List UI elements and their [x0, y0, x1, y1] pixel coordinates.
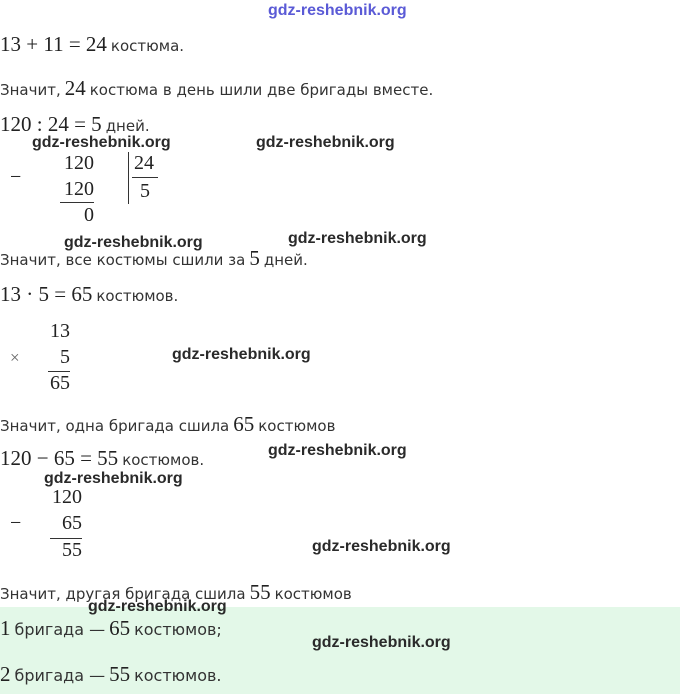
unit-text: дней.: [105, 117, 150, 135]
factor-a: 13: [50, 320, 70, 342]
subtrahend: 120: [64, 178, 94, 200]
math-number: 24: [64, 76, 86, 100]
difference: 55: [62, 539, 82, 561]
math-expression: 13 + 11 = 24: [0, 32, 107, 56]
remainder: 0: [84, 204, 94, 226]
watermark: gdz-reshebnik.org: [312, 538, 451, 555]
conclusion-text: костюма в день шили две бригады вместе.: [89, 81, 434, 99]
watermark: gdz-reshebnik.org: [64, 234, 203, 251]
math-expression: 120 − 65 = 55: [0, 446, 119, 470]
conclusion-text: костюмов: [258, 417, 336, 435]
watermark: gdz-reshebnik.org: [268, 442, 407, 459]
math-expression: 120 : 24 = 5: [0, 112, 102, 136]
quotient: 5: [140, 180, 150, 202]
minus-sign: −: [10, 512, 22, 534]
factor-b: 5: [60, 346, 70, 368]
underline: [60, 202, 94, 203]
conclusion-line: [0, 246, 308, 271]
equation-line: [0, 282, 178, 307]
conclusion-prefix: Значит, другая бригада сшила: [0, 585, 246, 603]
answer-prefix: бригада —: [14, 666, 106, 685]
equation-line: [0, 32, 184, 57]
math-number: 55: [249, 580, 271, 604]
math-number: 65: [233, 412, 255, 436]
watermark: gdz-reshebnik.org: [88, 598, 227, 615]
product: 65: [50, 372, 70, 394]
conclusion-line: [0, 412, 335, 437]
divisor-underline: [132, 177, 158, 178]
answer-prefix: бригада —: [14, 620, 106, 639]
math-number: 5: [249, 246, 260, 270]
conclusion-text: костюмов: [274, 585, 352, 603]
minus-sign: −: [10, 166, 22, 188]
conclusion-prefix: Значит, одна бригада сшила: [0, 417, 230, 435]
unit-text: костюмов.: [122, 451, 205, 469]
unit-text: костюма.: [110, 37, 185, 55]
watermark: gdz-reshebnik.org: [288, 230, 427, 247]
conclusion-text: дней.: [263, 251, 308, 269]
conclusion-prefix: Значит, все костюмы сшили за: [0, 251, 246, 269]
team-number: 1: [0, 616, 11, 640]
unit-text: костюмов.: [96, 287, 179, 305]
watermark: gdz-reshebnik.org: [268, 2, 407, 19]
answer-line: [0, 616, 222, 641]
answer-text: костюмов.: [134, 666, 222, 685]
watermark: gdz-reshebnik.org: [172, 346, 311, 363]
division-bar: [128, 152, 129, 204]
watermark: gdz-reshebnik.org: [32, 134, 171, 151]
watermark: gdz-reshebnik.org: [312, 634, 451, 651]
math-expression: 13 · 5 = 65: [0, 282, 93, 306]
math-number: 65: [109, 616, 131, 640]
equation-line: [0, 446, 204, 471]
divisor: 24: [134, 152, 154, 174]
answer-line: [0, 662, 222, 687]
watermark: gdz-reshebnik.org: [44, 470, 183, 487]
conclusion-line: [0, 76, 433, 101]
team-number: 2: [0, 662, 11, 686]
subtrahend: 65: [62, 512, 82, 534]
minuend: 120: [52, 486, 82, 508]
watermark: gdz-reshebnik.org: [256, 134, 395, 151]
math-number: 55: [109, 662, 131, 686]
answer-text: костюмов;: [134, 620, 222, 639]
dividend: 120: [64, 152, 94, 174]
conclusion-prefix: Значит,: [0, 81, 61, 99]
times-sign: ×: [10, 348, 20, 367]
